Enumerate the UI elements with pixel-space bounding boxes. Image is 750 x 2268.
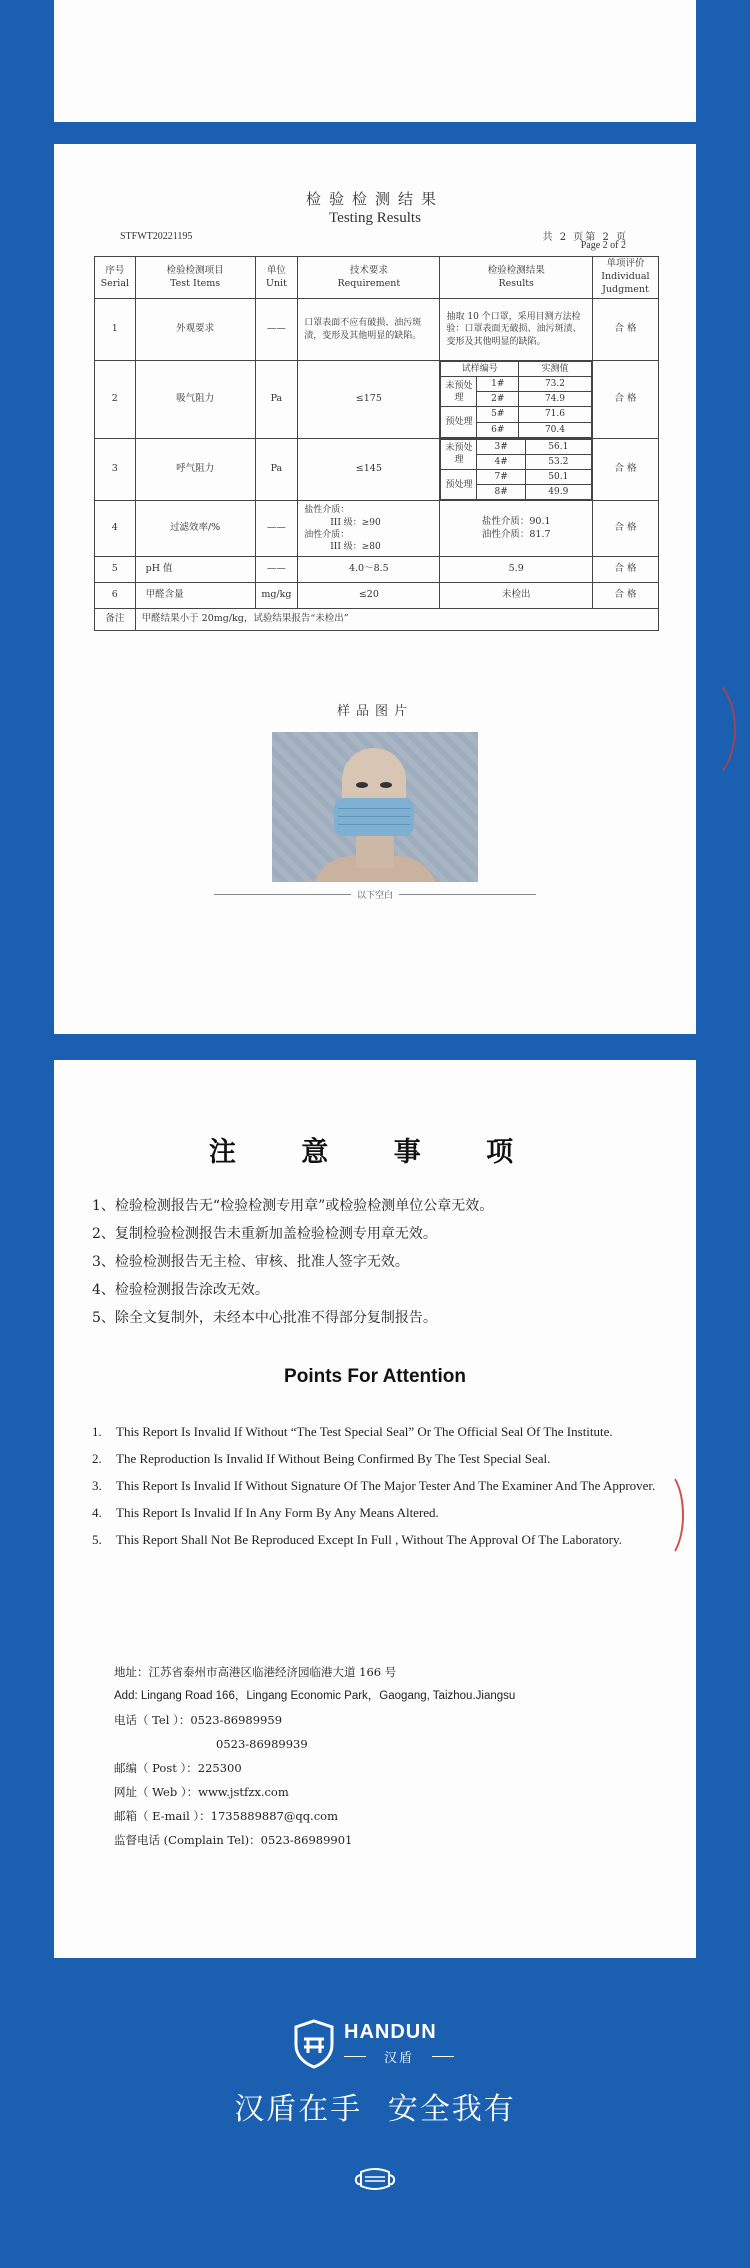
sample-value: 71.6 xyxy=(519,407,592,422)
sample-value: 56.1 xyxy=(525,439,591,454)
cell-result-exhale xyxy=(440,438,592,501)
attention-title-en: Points For Attention xyxy=(284,1366,466,1387)
blank-text: 以下空白 xyxy=(351,891,399,901)
report-page-top xyxy=(54,0,696,122)
results-title-cn: 检验检测结果 xyxy=(305,190,444,208)
cell-requirement: ≤175 xyxy=(298,361,440,439)
cell-serial: 3 xyxy=(95,438,136,501)
mask-on-mannequin xyxy=(334,798,414,836)
cell-unit: —— xyxy=(255,557,298,583)
cell-unit: mg/kg xyxy=(255,583,298,609)
tel-1: 电话（ Tel ）：0523-86989959 xyxy=(114,1713,283,1727)
post-code: 邮编（ Post ）：225300 xyxy=(114,1761,242,1775)
cell-judgment: 合 格 xyxy=(592,299,658,361)
cell-requirement: ≤20 xyxy=(298,583,440,609)
list-item: 3. This Report Is Invalid If Without Signature Of The Major Tester And The Examiner And The Approver. xyxy=(92,1478,656,1493)
attention-list-en xyxy=(92,1420,660,1555)
subheader-measured: 实测值 xyxy=(519,362,592,377)
sample-value: 50.1 xyxy=(525,469,591,484)
sample-value: 53.2 xyxy=(525,454,591,469)
cell-serial: 4 xyxy=(95,501,136,557)
page-info-cn: 共 2 页第 2 页 xyxy=(542,232,628,243)
list-item: 4、检验检测报告涂改无效。 xyxy=(92,1282,269,1298)
attention-title-cn: 注 意 事 项 xyxy=(208,1137,542,1168)
label-pretreated: 预处理 xyxy=(441,407,477,437)
cell-serial: 1 xyxy=(95,299,136,361)
header-test-items: 检验检测项目 Test Items xyxy=(135,257,255,299)
cell-item: pH 值 xyxy=(135,557,255,583)
cell-requirement: 4.0～8.5 xyxy=(298,557,440,583)
address-en: Add: Lingang Road 166，Lingang Economic Park，Gaogang, Taizhou.Jiangsu xyxy=(114,1690,516,1702)
sample-value: 49.9 xyxy=(525,485,591,500)
sample-id: 3# xyxy=(477,439,525,454)
req-salt-label: 盐性介质： xyxy=(304,505,350,516)
req-oil-label: 油性介质： xyxy=(304,529,350,540)
cell-judgment: 合 格 xyxy=(592,361,658,439)
website: 网址（ Web ）：www.jstfzx.com xyxy=(114,1785,289,1799)
sample-value: 74.9 xyxy=(519,392,592,407)
cell-result-inhale xyxy=(440,361,592,439)
list-item: 1. This Report Is Invalid If Without “The Test Special Seal” Or The Official Seal Of The Institute. xyxy=(92,1424,613,1439)
report-number: STFWT20221195 xyxy=(120,231,193,242)
page-info-en: Page 2 of 2 xyxy=(580,240,626,251)
res-oil: 油性介质：81.7 xyxy=(481,528,551,540)
cell-item: 甲醛含量 xyxy=(135,583,255,609)
red-seal-stamp xyxy=(644,1470,684,1560)
header-results: 检验检测结果 Results xyxy=(440,257,592,299)
label-untreated: 未预处理 xyxy=(441,377,477,407)
req-oil-value: III 级：≥80 xyxy=(330,541,381,552)
cell-judgment: 合 格 xyxy=(592,501,658,557)
cell-item: 吸气阻力 xyxy=(135,361,255,439)
cell-serial: 5 xyxy=(95,557,136,583)
cell-serial: 6 xyxy=(95,583,136,609)
brand-name-cn: 汉盾 xyxy=(344,2047,454,2066)
cell-result xyxy=(440,501,592,557)
cell-unit: Pa xyxy=(255,438,298,501)
sample-id: 5# xyxy=(477,407,519,422)
sample-id: 7# xyxy=(477,469,525,484)
testing-results-page xyxy=(54,144,696,1034)
cell-item: 外观要求 xyxy=(135,299,255,361)
remark-label: 备注 xyxy=(95,609,136,631)
sample-id: 2# xyxy=(477,392,519,407)
list-item: 2. The Reproduction Is Invalid If Without Being Confirmed By The Test Special Seal. xyxy=(92,1451,551,1466)
cell-unit: —— xyxy=(255,501,298,557)
sample-id: 8# xyxy=(477,485,525,500)
header-requirement: 技术要求 Requirement xyxy=(298,257,440,299)
sample-id: 4# xyxy=(477,454,525,469)
cell-unit: —— xyxy=(255,299,298,361)
header-unit: 单位 Unit xyxy=(255,257,298,299)
brand-slogan: 汉盾在手 安全我有 xyxy=(234,2092,516,2127)
remark-row xyxy=(95,609,659,631)
table-row xyxy=(95,501,659,557)
sample-value: 73.2 xyxy=(519,377,592,392)
label-pretreated: 预处理 xyxy=(441,469,477,499)
cell-requirement: ≤145 xyxy=(298,438,440,501)
cell-requirement: 口罩表面不应有破损、油污斑渍，变形及其他明显的缺陷。 xyxy=(298,299,440,361)
shield-logo-icon xyxy=(292,2019,336,2069)
cell-judgment: 合 格 xyxy=(592,583,658,609)
attention-page xyxy=(54,1060,696,1958)
list-item: 3、检验检测报告无主检、审核、批准人签字无效。 xyxy=(92,1254,409,1270)
table-row xyxy=(95,557,659,583)
remark-text: 甲醛结果小于 20mg/kg，试验结果报告“未检出” xyxy=(135,609,658,631)
cell-judgment: 合 格 xyxy=(592,438,658,501)
table-row xyxy=(95,361,659,439)
brand-name-en: HANDUN xyxy=(344,2021,437,2043)
attention-list-cn xyxy=(92,1192,672,1332)
table-row xyxy=(95,299,659,361)
list-item: 5. This Report Shall Not Be Reproduced Except In Full , Without The Approval Of The Laboratory. xyxy=(92,1532,622,1547)
sample-image-title: 样品图片 xyxy=(336,704,413,719)
res-salt: 盐性介质：90.1 xyxy=(481,515,551,527)
cell-serial: 2 xyxy=(95,361,136,439)
tel-2: 0523-86989939 xyxy=(216,1737,308,1751)
req-salt-value: III 级：≥90 xyxy=(330,517,381,528)
mask-icon xyxy=(353,2166,397,2194)
list-item: 4. This Report Is Invalid If In Any Form By Any Means Altered. xyxy=(92,1505,439,1520)
header-judgment: 单项评价 Individual Judgment xyxy=(592,257,658,299)
brand-logo xyxy=(0,2015,750,2075)
sample-id: 6# xyxy=(477,422,519,437)
sample-id: 1# xyxy=(477,377,519,392)
cell-judgment: 合 格 xyxy=(592,557,658,583)
label-untreated: 未预处理 xyxy=(441,439,477,469)
sample-value: 70.4 xyxy=(519,422,592,437)
list-item: 2、复制检验检测报告未重新加盖检验检测专用章无效。 xyxy=(92,1226,437,1242)
sample-photo xyxy=(272,732,478,882)
contact-info xyxy=(114,1660,674,1852)
inhale-subtable xyxy=(440,361,591,438)
subheader-sample-no: 试样编号 xyxy=(441,362,519,377)
table-row xyxy=(95,438,659,501)
header-serial: 序号 Serial xyxy=(95,257,136,299)
cell-unit: Pa xyxy=(255,361,298,439)
list-item: 1、检验检测报告无“检验检测专用章”或检验检测单位公章无效。 xyxy=(92,1198,494,1214)
red-seal-stamp xyxy=(666,674,736,784)
cell-item: 呼气阻力 xyxy=(135,438,255,501)
exhale-subtable xyxy=(440,439,591,501)
complain-tel: 监督电话 (Complain Tel)：0523-86989901 xyxy=(114,1833,353,1847)
address-cn: 地址：江苏省泰州市高港区临港经济园临港大道 166 号 xyxy=(114,1665,397,1679)
results-title-en: Testing Results xyxy=(329,210,421,226)
email: 邮箱（ E-mail ）：1735889887@qq.com xyxy=(114,1809,338,1823)
table-header-row xyxy=(95,257,659,299)
cell-result: 抽取 10 个口罩，采用目测方法检验：口罩表面无破损、油污斑渍、变形及其他明显的缺陷。 xyxy=(440,299,592,361)
cell-result: 5.9 xyxy=(440,557,592,583)
cell-item: 过滤效率/% xyxy=(135,501,255,557)
list-item: 5、除全文复制外，未经本中心批准不得部分复制报告。 xyxy=(92,1310,437,1326)
cell-requirement xyxy=(298,501,440,557)
table-row xyxy=(95,583,659,609)
results-table xyxy=(94,256,659,631)
cell-result: 未检出 xyxy=(440,583,592,609)
